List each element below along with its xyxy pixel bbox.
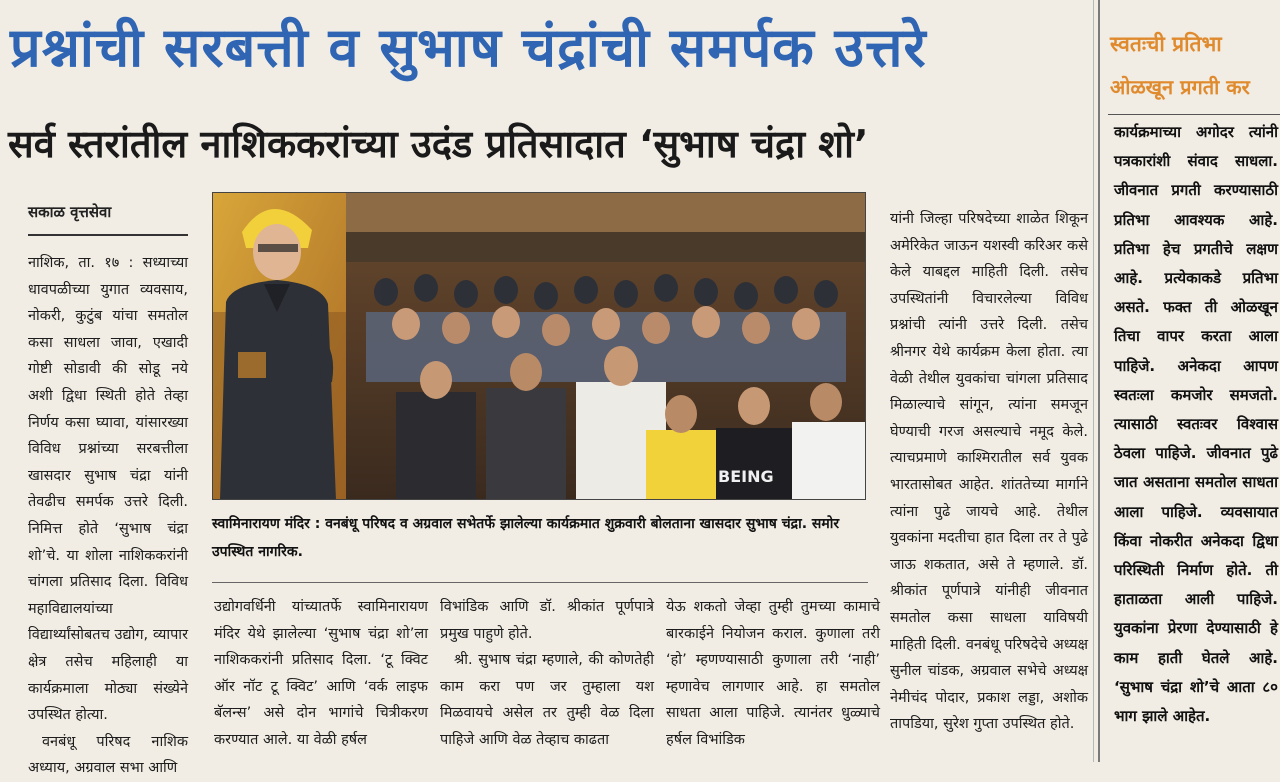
sidebar-headline-line1: स्वतःची प्रतिभा	[1110, 32, 1222, 56]
article-headline: प्रश्नांची सरबत्ती व सुभाष चंद्रांची समर्पक उत्तरे	[10, 16, 927, 79]
column-divider-light	[1093, 0, 1094, 762]
sidebar-body	[1114, 118, 1278, 758]
paragraph: वनबंधू परिषद नाशिक अध्याय, अग्रवाल सभा आणि	[28, 733, 188, 777]
paragraph: नाशिक, ता. १७ : सध्याच्या धावपळीच्या युगात व्यवसाय, नोकरी, कुटुंब यांचा समतोल कसा साधला जावा, एखादी गोष्टी सोडावी की सोडू नये अशी द्विधा स्थिती होते तेव्हा निर्णय कसा घ्यावा, यांसारख्या विविध प्रश्नांच्या सरबत्तीला खासदार सुभाष चंद्रा यांनी तेवढीच समर्पक उत्तरे दिली. निमित्त होते ‘सुभाष चंद्रा शो’चे. या शोला नाशिककरांनी चांगला प्रतिसाद दिला. विविध महाविद्यालयांच्या विद्यार्थ्यांसोबतच उद्योग, व्यापार क्षेत्र तसेच महिलाही या कार्यक्रमाला मोठ्या संख्येने उपस्थित होत्या.	[28, 255, 188, 724]
column-divider	[1098, 0, 1100, 762]
article-column-2	[214, 594, 428, 762]
tshirt-text: BEING	[718, 467, 774, 486]
sidebar-headline-line2: ओळखून प्रगती कर	[1110, 75, 1250, 99]
paragraph: श्री. सुभाष चंद्रा म्हणाले, की कोणतेही काम करा पण जर तुम्हाला यश मिळवायचे असेल तर तुम्ही वेळ दिला पाहिजे आणि वेळ तेव्हाच काढता	[440, 652, 654, 748]
article-column-5	[890, 206, 1088, 762]
byline-rule	[28, 234, 188, 236]
article-subheadline: सर्व स्तरांतील नाशिककरांच्या उदंड प्रतिसादात ‘सुभाष चंद्रा शो’	[8, 122, 869, 166]
sidebar-rule	[1108, 114, 1280, 115]
paragraph: उद्योगवर्धिनी यांच्यातर्फे स्वामिनारायण मंदिर येथे झालेल्या ‘सुभाष चंद्रा शो’ला नाशिककरांनी प्रतिसाद दिला. ‘टू क्विट ऑर नॉट टू क्विट’ आणि ‘वर्क लाइफ बॅलन्स’ असे दोन भागांचे चित्रीकरण करण्यात आले. या वेळी हर्षल	[214, 599, 428, 748]
photo-frame	[212, 192, 866, 500]
byline: सकाळ वृत्तसेवा	[28, 203, 112, 221]
photo-caption: स्वामिनारायण मंदिर : वनबंधू परिषद व अग्रवाल सभेतर्फे झालेल्या कार्यक्रमात शुक्रवारी बोलताना खासदार सुभाष चंद्रा. समोर उपस्थित नागरिक.	[212, 516, 840, 560]
article-column-3	[440, 594, 654, 762]
article-column-4	[666, 594, 880, 762]
paragraph: यांनी जिल्हा परिषदेच्या शाळेत शिकून अमेरिकेत जाऊन यशस्वी करिअर कसे केले याबद्दल माहिती दिली. तसेच उपस्थितांनी विचारलेल्या विविध प्रश्नांची त्यांनी उत्तरे दिली. तसेच श्रीनगर येथे कार्यक्रम केला होता. त्या वेळी तेथील युवकांचा चांगला प्रतिसाद मिळाल्याचे सांगून, त्यांना समजून घेण्याची गरज असल्याचे नमूद केले. त्याचप्रमाणे काश्मिरातील सर्व युवक भारतासोबत आहेत. शांततेच्या मार्गाने त्यांना पुढे जायचे आहे. तेथील युवकांना मदतीचा हात दिला तर ते पुढे जाऊ शकतात, असे ते म्हणाले. डॉ. श्रीकांत पूर्णपात्रे यांनीही जीवनात समतोल कसा साधला याविषयी माहिती दिली. वनबंधू परिषदेचे अध्यक्ष सुनील चांडक, अग्रवाल सभेचे अध्यक्ष नेमीचंद पोदार, प्रकाश लड्डा, अशोक तापडिया, सुरेश गुप्ता उपस्थित होते.	[890, 211, 1088, 733]
sidebar-paragraph: कार्यक्रमाच्या अगोदर त्यांनी पत्रकारांशी संवाद साधला. जीवनात प्रगती करण्यासाठी प्रतिभा आवश्यक आहे. प्रतिभा हेच प्रगतीचे लक्षण आहे. प्रत्येकाकडे प्रतिभा असते. फक्त ती ओळखून तिचा वापर करता आला पाहिजे. अनेकदा आपण स्वतःला कमजोर समजतो. त्यासाठी स्वतःवर विश्वास ठेवला पाहिजे. जीवनात पुढे जात असताना समतोल साधता आला पाहिजे. व्यवसायात किंवा नोकरीत अनेकदा द्विधा परिस्थिती निर्माण होते. ती हाताळता आली पाहिजे. युवकांना प्रेरणा देण्यासाठी हे काम हाती घेतले आहे. ‘सुभाष चंद्रा शो’चे आता ८० भाग झाले आहेत.	[1114, 123, 1278, 726]
paragraph: येऊ शकतो जेव्हा तुम्ही तुमच्या कामाचे बारकाईने नियोजन कराल. कुणाला तरी ‘हो’ म्हणण्यासाठी कुणाला तरी ‘नाही’ म्हणावेच लागणार आहे. हा समतोल साधता आला पाहिजे. त्यानंतर धुळ्याचे हर्षल विभांडिक	[666, 599, 880, 748]
paragraph: विभांडिक आणि डॉ. श्रीकांत पूर्णपात्रे प्रमुख पाहुणे होते.	[440, 599, 654, 642]
article-column-1	[28, 250, 188, 777]
caption-rule	[212, 582, 868, 583]
